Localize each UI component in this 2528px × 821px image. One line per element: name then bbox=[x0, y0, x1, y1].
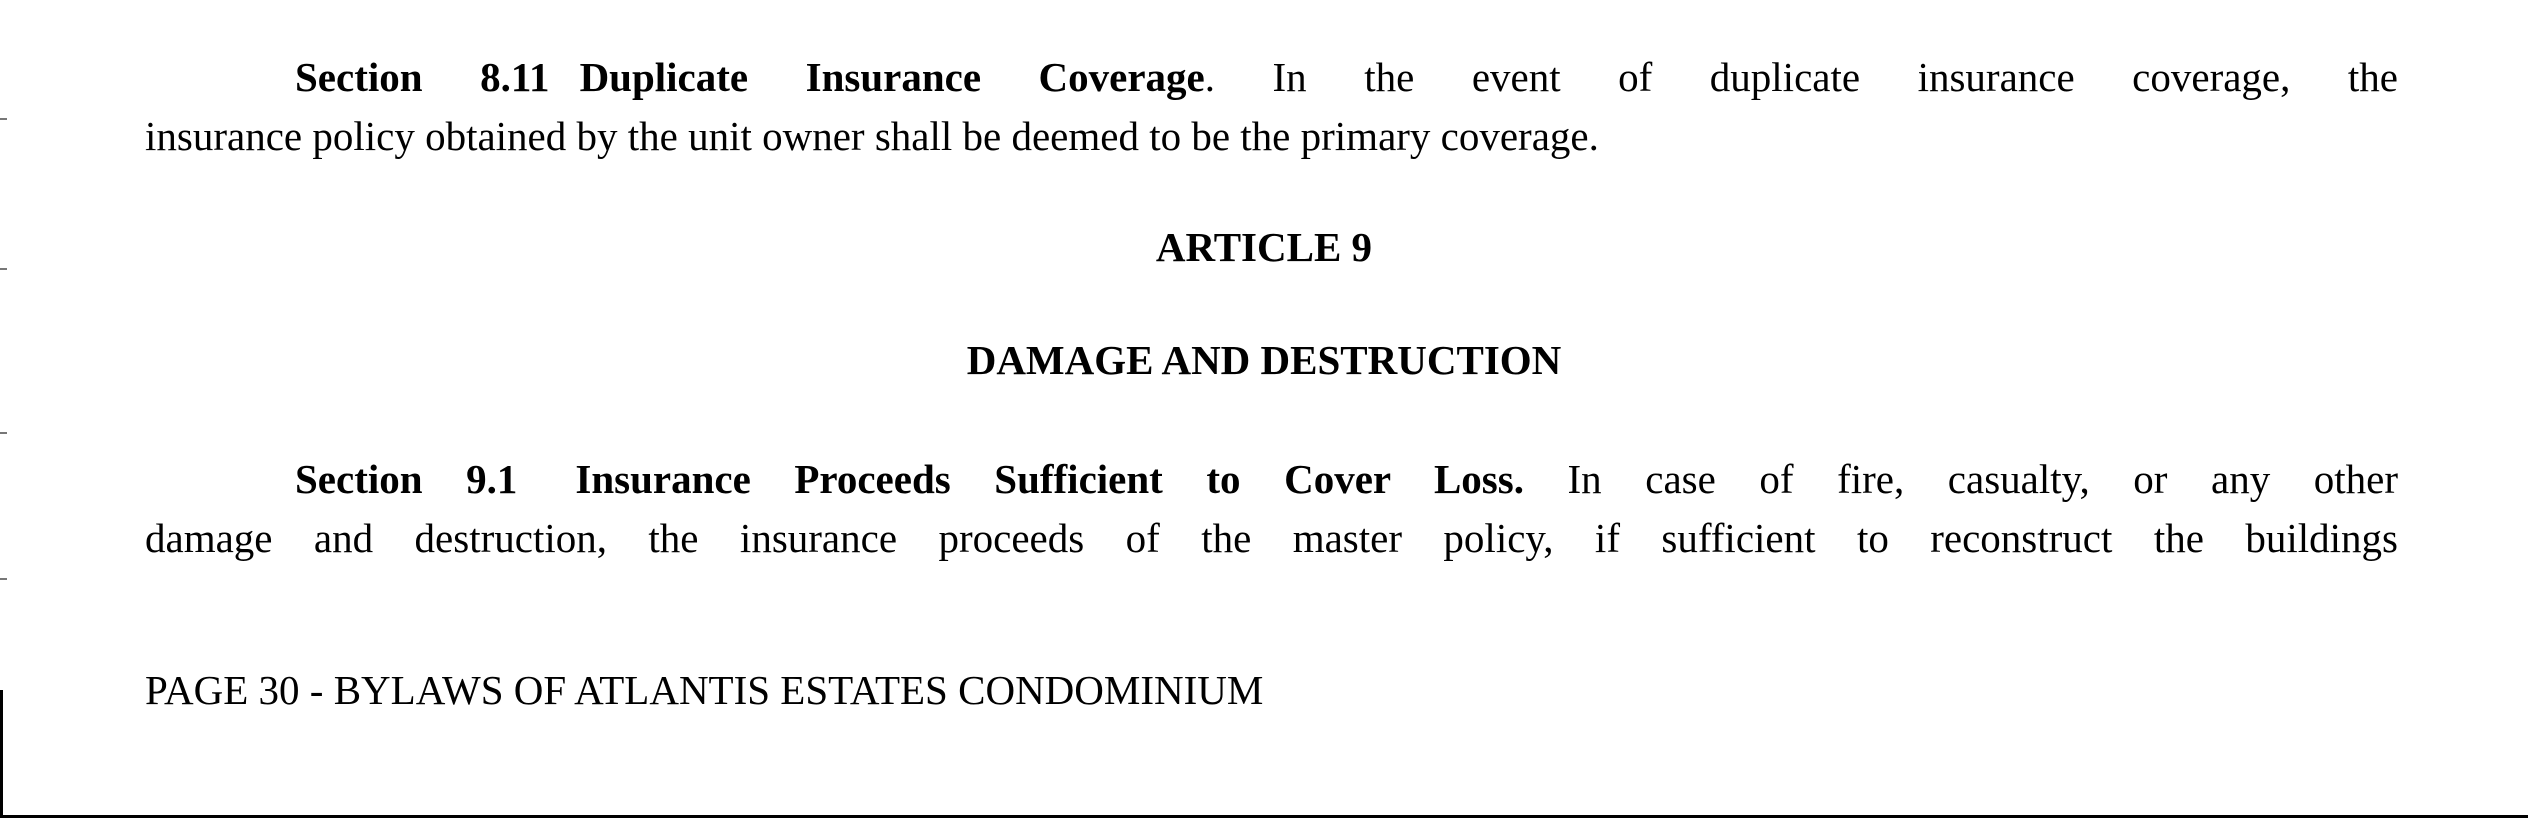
page-edge-line bbox=[0, 690, 3, 818]
section-9-1-text-1: In case of fire, casualty, or any other bbox=[1523, 456, 2399, 502]
section-9-1-paragraph bbox=[145, 450, 2398, 568]
section-8-11-number: Section 8.11 bbox=[295, 54, 550, 100]
section-9-1-line-1 bbox=[145, 450, 2398, 509]
margin-mark bbox=[0, 578, 7, 580]
margin-mark bbox=[0, 268, 7, 270]
margin-mark bbox=[0, 432, 7, 434]
section-8-11-text-1: . In the event of duplicate insurance coverage, the bbox=[1204, 54, 2398, 100]
margin-mark bbox=[0, 118, 7, 120]
section-8-11-paragraph bbox=[145, 48, 2398, 166]
section-9-1-line-2: damage and destruction, the insurance proceeds of the master policy, if sufficient to reconstruct the buildings bbox=[145, 515, 2398, 561]
section-8-11-title: Duplicate Insurance Coverage bbox=[579, 54, 1205, 100]
page-bottom-edge bbox=[0, 815, 2528, 818]
section-8-11-line-2: insurance policy obtained by the unit owner shall be deemed to be the primary coverage. bbox=[145, 113, 1599, 159]
article-number: ARTICLE 9 bbox=[1155, 224, 1373, 270]
section-9-1-title: Insurance Proceeds Sufficient to Cover Loss. bbox=[575, 456, 1524, 502]
section-9-1-number: Section 9.1 bbox=[295, 456, 518, 502]
article-title: DAMAGE AND DESTRUCTION bbox=[966, 337, 1562, 383]
page-footer: PAGE 30 - BYLAWS OF ATLANTIS ESTATES CONDOMINIUM bbox=[145, 667, 1264, 713]
section-8-11-line-1 bbox=[145, 48, 2398, 107]
